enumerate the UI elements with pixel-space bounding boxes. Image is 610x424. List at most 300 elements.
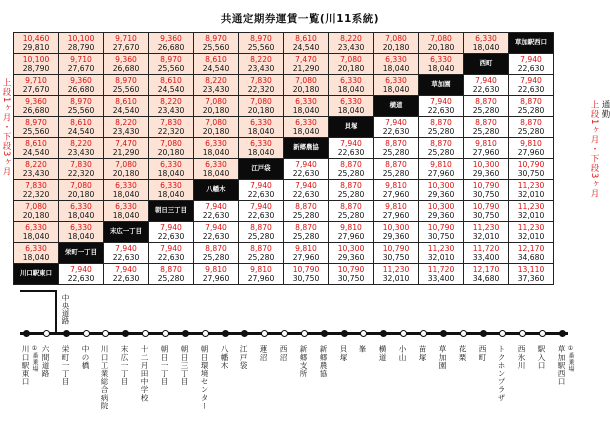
- fare-cell: [509, 201, 554, 222]
- fare-cell: [59, 117, 104, 138]
- fare-cell: [14, 33, 59, 54]
- fare-one-month: 10,300: [427, 201, 455, 211]
- fare-three-month: 27,960: [202, 274, 230, 283]
- fare-one-month: 6,330: [70, 222, 92, 232]
- fare-three-month: 18,040: [157, 190, 185, 199]
- station-name: 六間道路: [41, 345, 50, 378]
- fare-one-month: 7,080: [340, 54, 362, 64]
- station-marker: [102, 330, 109, 337]
- fare-three-month: 22,630: [292, 169, 320, 178]
- fare-cell: [194, 96, 239, 117]
- station-name: 朝日三丁目: [180, 345, 189, 386]
- station-name: 新郷支所: [299, 345, 308, 378]
- fare-cell: [104, 33, 149, 54]
- fare-one-month: 8,220: [340, 33, 362, 43]
- fare-three-month: 18,040: [427, 64, 455, 73]
- fare-cell: [59, 96, 104, 117]
- fare-one-month: 6,330: [160, 180, 182, 190]
- fare-three-month: 22,630: [247, 190, 275, 199]
- fare-three-month: 28,790: [22, 64, 50, 73]
- stop-cell: 末広一丁目: [104, 222, 149, 243]
- fare-cell: [149, 222, 194, 243]
- fare-three-month: 24,540: [157, 85, 185, 94]
- fare-cell: [104, 180, 149, 201]
- fare-one-month: 10,790: [472, 180, 500, 190]
- fare-three-month: 25,280: [337, 190, 365, 199]
- fare-cell: [14, 75, 59, 96]
- fare-three-month: 25,280: [517, 127, 545, 136]
- fare-one-month: 9,360: [115, 54, 137, 64]
- fare-cell: [284, 222, 329, 243]
- fare-one-month: 10,790: [337, 264, 365, 274]
- fare-three-month: 22,320: [22, 190, 50, 199]
- station-marker: [360, 330, 367, 337]
- fare-three-month: 33,400: [427, 274, 455, 283]
- fare-cell: [284, 180, 329, 201]
- fare-cell: [284, 201, 329, 222]
- fare-cell: [374, 75, 419, 96]
- fare-three-month: 18,040: [337, 85, 365, 94]
- fare-three-month: 30,750: [517, 169, 545, 178]
- fare-one-month: 9,810: [385, 180, 407, 190]
- fare-one-month: 8,870: [340, 159, 362, 169]
- fare-cell: [374, 138, 419, 159]
- fare-three-month: 33,400: [472, 253, 500, 262]
- fare-cell: [509, 138, 554, 159]
- fare-one-month: 6,330: [340, 96, 362, 106]
- fare-one-month: 7,940: [520, 75, 542, 85]
- fare-one-month: 10,100: [22, 54, 50, 64]
- fare-one-month: 7,080: [205, 96, 227, 106]
- fare-three-month: 22,630: [67, 274, 95, 283]
- station-marker: [202, 330, 209, 337]
- fare-cell: [194, 159, 239, 180]
- fare-three-month: 25,280: [202, 253, 230, 262]
- fare-one-month: 9,810: [430, 159, 452, 169]
- fare-three-month: 23,430: [67, 148, 95, 157]
- fare-cell: [509, 54, 554, 75]
- fare-three-month: 18,040: [247, 127, 275, 136]
- fare-cell: [14, 54, 59, 75]
- station-marker: [63, 330, 70, 337]
- fare-three-month: 18,040: [202, 148, 230, 157]
- fare-cell: [329, 54, 374, 75]
- fare-three-month: 23,430: [22, 169, 50, 178]
- fare-three-month: 20,180: [247, 106, 275, 115]
- fare-cell: [509, 159, 554, 180]
- fare-three-month: 32,010: [382, 274, 410, 283]
- fare-cell: [149, 243, 194, 264]
- fare-one-month: 7,470: [295, 54, 317, 64]
- fare-three-month: 22,320: [247, 85, 275, 94]
- fare-three-month: 18,040: [382, 85, 410, 94]
- station-marker: [460, 330, 467, 337]
- fare-three-month: 29,360: [337, 253, 365, 262]
- fare-one-month: 10,790: [382, 243, 410, 253]
- fare-three-month: 20,180: [427, 43, 455, 52]
- station-marker: [559, 330, 566, 337]
- fare-cell: [14, 159, 59, 180]
- fare-three-month: 18,040: [292, 127, 320, 136]
- fare-cell: [104, 201, 149, 222]
- fare-one-month: 9,710: [115, 33, 137, 43]
- fare-one-month: 6,330: [25, 222, 47, 232]
- fare-one-month: 7,940: [115, 264, 137, 274]
- fare-cell: [194, 243, 239, 264]
- fare-one-month: 8,870: [340, 201, 362, 211]
- fare-one-month: 9,810: [340, 222, 362, 232]
- fare-three-month: 18,040: [67, 232, 95, 241]
- fare-three-month: 25,560: [247, 43, 275, 52]
- fare-one-month: 8,870: [430, 138, 452, 148]
- stop-cell: 横道: [374, 96, 419, 117]
- fare-three-month: 22,630: [202, 232, 230, 241]
- station-name: 朝日環境センター: [200, 345, 209, 410]
- fare-cell: [14, 96, 59, 117]
- fare-one-month: 7,940: [430, 96, 452, 106]
- fare-three-month: 22,630: [427, 106, 455, 115]
- station-name: 末広一丁目: [120, 345, 129, 386]
- station-marker: [440, 330, 447, 337]
- fare-three-month: 18,040: [157, 169, 185, 178]
- fare-one-month: 6,330: [70, 201, 92, 211]
- fare-cell: [419, 222, 464, 243]
- fare-cell: [59, 54, 104, 75]
- fare-cell: [509, 264, 554, 285]
- fare-three-month: 18,040: [337, 106, 365, 115]
- fare-one-month: 8,870: [385, 138, 407, 148]
- fare-three-month: 25,280: [157, 274, 185, 283]
- fare-cell: [329, 243, 374, 264]
- fare-one-month: 11,230: [382, 264, 410, 274]
- fare-one-month: 9,360: [160, 33, 182, 43]
- fare-three-month: 18,040: [22, 253, 50, 262]
- fare-cell: [194, 54, 239, 75]
- fare-three-month: 24,540: [202, 64, 230, 73]
- fare-three-month: 20,180: [337, 64, 365, 73]
- fare-one-month: 6,330: [25, 243, 47, 253]
- fare-cell: [419, 54, 464, 75]
- fare-three-month: 29,810: [22, 43, 50, 52]
- station-name: 十二月田中学校: [140, 345, 149, 402]
- fare-one-month: 8,870: [295, 222, 317, 232]
- fare-cell: [284, 264, 329, 285]
- fare-one-month: 8,870: [340, 180, 362, 190]
- fare-cell: [194, 222, 239, 243]
- fare-three-month: 18,040: [472, 43, 500, 52]
- fare-one-month: 8,870: [430, 117, 452, 127]
- fare-cell: [149, 96, 194, 117]
- fare-one-month: 9,810: [250, 264, 272, 274]
- fare-cell: [104, 117, 149, 138]
- fare-three-month: 34,680: [517, 253, 545, 262]
- fare-one-month: 6,330: [115, 180, 137, 190]
- fare-three-month: 22,630: [292, 190, 320, 199]
- fare-three-month: 24,540: [67, 127, 95, 136]
- station-marker: [519, 330, 526, 337]
- fare-one-month: 9,360: [70, 75, 92, 85]
- fare-three-month: 22,630: [112, 253, 140, 262]
- fare-one-month: 8,970: [70, 96, 92, 106]
- fare-three-month: 25,280: [247, 253, 275, 262]
- fare-cell: [59, 264, 104, 285]
- fare-one-month: 9,710: [25, 75, 47, 85]
- fare-one-month: 7,080: [25, 201, 47, 211]
- fare-three-month: 23,430: [202, 85, 230, 94]
- fare-one-month: 8,970: [250, 33, 272, 43]
- station-note: ①番乗場: [31, 345, 38, 372]
- fare-three-month: 30,750: [337, 274, 365, 283]
- fare-one-month: 8,870: [250, 243, 272, 253]
- fare-cell: [509, 243, 554, 264]
- fare-cell: [464, 264, 509, 285]
- fare-one-month: 8,610: [205, 54, 227, 64]
- fare-three-month: 26,680: [67, 85, 95, 94]
- fare-three-month: 24,540: [112, 106, 140, 115]
- fare-one-month: 8,610: [115, 96, 137, 106]
- fare-three-month: 25,560: [157, 64, 185, 73]
- fare-three-month: 27,960: [427, 169, 455, 178]
- station-name: 小山: [398, 345, 407, 362]
- fare-one-month: 7,080: [430, 33, 452, 43]
- fare-one-month: 7,940: [250, 201, 272, 211]
- fare-three-month: 22,630: [157, 232, 185, 241]
- fare-three-month: 24,540: [22, 148, 50, 157]
- fare-cell: [329, 222, 374, 243]
- fare-three-month: 26,680: [112, 64, 140, 73]
- station-name: 江戸袋: [239, 345, 248, 370]
- fare-three-month: 27,960: [517, 148, 545, 157]
- fare-cell: [419, 33, 464, 54]
- station-name: 八幡木: [220, 345, 229, 370]
- fare-cell: [329, 33, 374, 54]
- fare-one-month: 10,300: [382, 222, 410, 232]
- fare-three-month: 25,280: [247, 232, 275, 241]
- fare-one-month: 10,100: [67, 33, 95, 43]
- fare-one-month: 8,970: [160, 54, 182, 64]
- fare-one-month: 7,830: [70, 159, 92, 169]
- fare-three-month: 18,040: [112, 190, 140, 199]
- station-marker: [222, 330, 229, 337]
- fare-one-month: 7,830: [250, 75, 272, 85]
- fare-one-month: 10,300: [427, 180, 455, 190]
- fare-three-month: 32,010: [472, 232, 500, 241]
- fare-one-month: 6,330: [250, 117, 272, 127]
- commuter-pass-period-note: 上段1ヶ月・下段3ヶ月: [589, 100, 599, 199]
- fare-one-month: 6,330: [475, 33, 497, 43]
- fare-one-month: 7,940: [295, 180, 317, 190]
- station-name: 西氷川: [517, 345, 526, 370]
- stop-cell: 西町: [464, 54, 509, 75]
- fare-cell: [464, 96, 509, 117]
- fare-one-month: 7,080: [295, 75, 317, 85]
- fare-cell: [149, 180, 194, 201]
- fare-three-month: 37,360: [517, 274, 545, 283]
- station-name: 苗塚: [418, 345, 427, 362]
- fare-three-month: 32,010: [427, 253, 455, 262]
- fare-three-month: 20,180: [202, 106, 230, 115]
- fare-cell: [149, 264, 194, 285]
- fare-cell: [239, 222, 284, 243]
- fare-cell: [194, 138, 239, 159]
- fare-three-month: 22,630: [112, 274, 140, 283]
- fare-three-month: 22,320: [67, 169, 95, 178]
- fare-one-month: 8,220: [115, 117, 137, 127]
- fare-one-month: 8,870: [385, 159, 407, 169]
- fare-one-month: 8,970: [25, 117, 47, 127]
- fare-three-month: 32,010: [517, 211, 545, 220]
- fare-three-month: 25,280: [382, 169, 410, 178]
- fare-one-month: 7,940: [70, 264, 92, 274]
- station-marker: [400, 330, 407, 337]
- fare-three-month: 18,040: [112, 211, 140, 220]
- fare-three-month: 18,040: [292, 106, 320, 115]
- fare-one-month: 9,810: [205, 264, 227, 274]
- fare-one-month: 8,220: [70, 138, 92, 148]
- fare-cell: [374, 117, 419, 138]
- station-marker: [321, 330, 328, 337]
- fare-cell: [149, 75, 194, 96]
- station-name: 草加園: [438, 345, 447, 370]
- fare-cell: [194, 33, 239, 54]
- fare-one-month: 6,330: [250, 138, 272, 148]
- fare-one-month: 8,970: [115, 75, 137, 85]
- fare-one-month: 10,790: [427, 222, 455, 232]
- fare-cell: [509, 75, 554, 96]
- fare-three-month: 25,560: [22, 127, 50, 136]
- fare-cell: [104, 243, 149, 264]
- fare-three-month: 20,180: [67, 190, 95, 199]
- fare-one-month: 11,230: [517, 222, 545, 232]
- fare-three-month: 22,630: [202, 211, 230, 220]
- fare-cell: [104, 138, 149, 159]
- fare-cell: [239, 264, 284, 285]
- fare-cell: [104, 54, 149, 75]
- fare-three-month: 18,040: [202, 169, 230, 178]
- fare-cell: [329, 159, 374, 180]
- fare-one-month: 9,710: [70, 54, 92, 64]
- fare-one-month: 7,940: [385, 117, 407, 127]
- fare-cell: [509, 180, 554, 201]
- fare-three-month: 23,430: [112, 127, 140, 136]
- fare-three-month: 32,010: [517, 232, 545, 241]
- fare-three-month: 18,040: [247, 148, 275, 157]
- fare-one-month: 8,220: [205, 75, 227, 85]
- fare-cell: [464, 75, 509, 96]
- fare-cell: [59, 201, 104, 222]
- fare-three-month: 20,180: [382, 43, 410, 52]
- fare-cell: [194, 201, 239, 222]
- fare-three-month: 18,040: [382, 64, 410, 73]
- station-name: 駅入口: [537, 345, 546, 370]
- stop-cell: 川口駅東口: [14, 264, 59, 285]
- fare-cell: [419, 180, 464, 201]
- fare-cell: [14, 222, 59, 243]
- fare-one-month: 7,080: [70, 180, 92, 190]
- fare-cell: [59, 222, 104, 243]
- station-marker: [539, 330, 546, 337]
- fare-three-month: 23,430: [157, 106, 185, 115]
- fare-three-month: 30,750: [382, 253, 410, 262]
- fare-cell: [284, 159, 329, 180]
- station-marker: [380, 330, 387, 337]
- station-name: トクホンプラザ: [497, 345, 506, 402]
- fare-three-month: 24,540: [292, 43, 320, 52]
- fare-one-month: 6,330: [385, 54, 407, 64]
- station-name: 西町: [478, 345, 487, 362]
- fare-cell: [464, 201, 509, 222]
- fare-table: [13, 32, 554, 285]
- fare-one-month: 9,810: [520, 138, 542, 148]
- fare-three-month: 25,560: [67, 106, 95, 115]
- fare-three-month: 25,280: [472, 106, 500, 115]
- fare-one-month: 9,810: [385, 201, 407, 211]
- fare-three-month: 25,560: [112, 85, 140, 94]
- fare-one-month: 11,720: [472, 243, 500, 253]
- fare-one-month: 6,330: [295, 117, 317, 127]
- fare-one-month: 7,080: [385, 33, 407, 43]
- fare-three-month: 28,790: [67, 43, 95, 52]
- fare-three-month: 25,280: [292, 211, 320, 220]
- fare-one-month: 8,610: [160, 75, 182, 85]
- fare-three-month: 20,180: [292, 85, 320, 94]
- fare-cell: [419, 264, 464, 285]
- station-name: 西沼: [279, 345, 288, 362]
- fare-cell: [329, 201, 374, 222]
- fare-cell: [239, 96, 284, 117]
- fare-three-month: 22,630: [472, 85, 500, 94]
- fare-cell: [149, 159, 194, 180]
- fare-one-month: 10,790: [292, 264, 320, 274]
- student-pass-period-note: 上段1ヶ月・下段3ヶ月: [1, 78, 11, 177]
- fare-three-month: 25,280: [382, 148, 410, 157]
- stop-cell: 草加駅西口: [509, 33, 554, 54]
- fare-one-month: 8,610: [70, 117, 92, 127]
- fare-three-month: 27,960: [382, 211, 410, 220]
- fare-one-month: 8,870: [520, 96, 542, 106]
- fare-three-month: 30,750: [472, 211, 500, 220]
- fare-three-month: 25,280: [337, 211, 365, 220]
- fare-cell: [59, 180, 104, 201]
- fare-three-month: 27,670: [22, 85, 50, 94]
- fare-cell: [104, 96, 149, 117]
- fare-cell: [509, 117, 554, 138]
- fare-three-month: 30,750: [427, 232, 455, 241]
- fare-cell: [464, 243, 509, 264]
- fare-cell: [374, 54, 419, 75]
- fare-cell: [104, 264, 149, 285]
- fare-cell: [419, 117, 464, 138]
- fare-one-month: 8,610: [295, 33, 317, 43]
- stop-cell: 貝塚: [329, 117, 374, 138]
- fare-one-month: 7,470: [115, 138, 137, 148]
- fare-one-month: 6,330: [340, 75, 362, 85]
- fare-cell: [329, 138, 374, 159]
- branch-road-label: 中央道路: [61, 294, 70, 325]
- fare-three-month: 27,670: [112, 43, 140, 52]
- fare-cell: [464, 138, 509, 159]
- fare-cell: [374, 180, 419, 201]
- fare-cell: [239, 33, 284, 54]
- fare-cell: [59, 138, 104, 159]
- station-marker: [162, 330, 169, 337]
- station-name: 花栗: [458, 345, 467, 362]
- fare-one-month: 7,940: [340, 138, 362, 148]
- fare-three-month: 26,680: [22, 106, 50, 115]
- fare-one-month: 10,790: [472, 201, 500, 211]
- fare-three-month: 30,750: [472, 190, 500, 199]
- fare-three-month: 27,960: [472, 148, 500, 157]
